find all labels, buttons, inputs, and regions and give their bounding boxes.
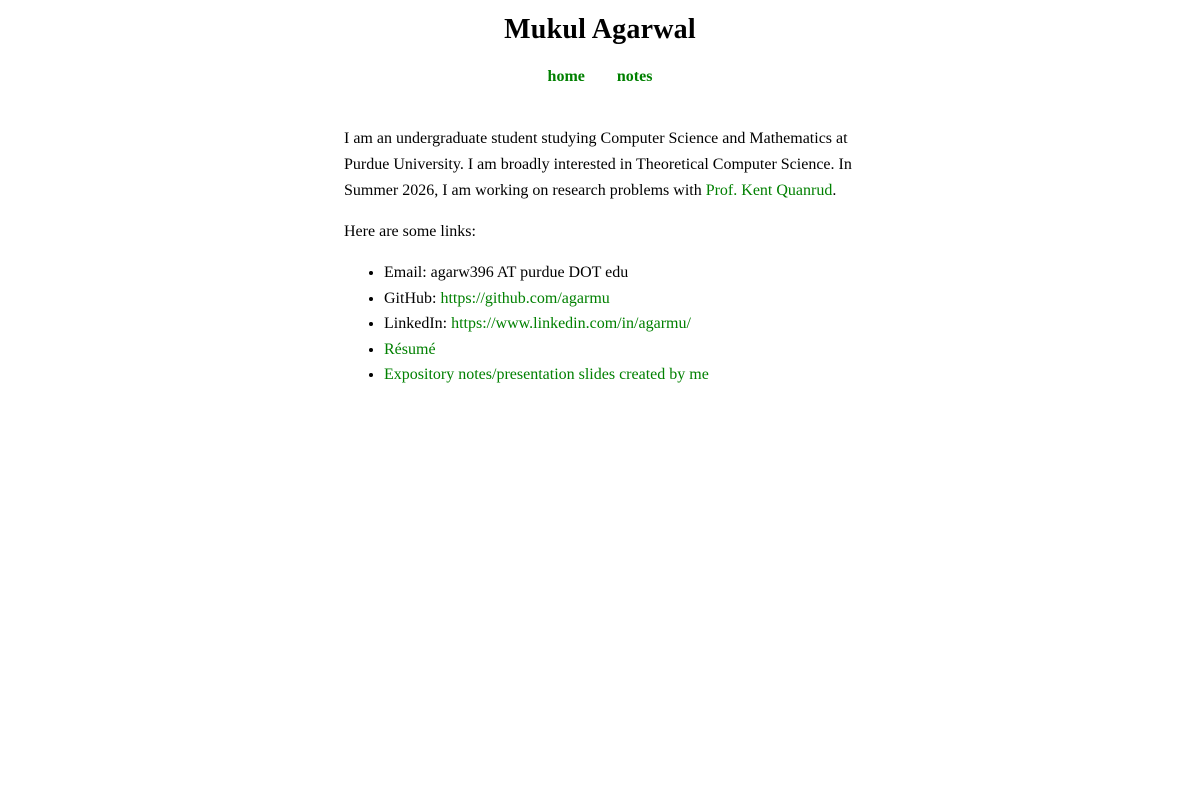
resume-link[interactable]: Résumé xyxy=(384,340,436,358)
nav-home-link[interactable]: home xyxy=(547,68,585,85)
list-item-linkedin xyxy=(384,311,856,337)
intro-end: . xyxy=(832,182,837,199)
list-item-email xyxy=(384,260,856,286)
intro-paragraph xyxy=(344,126,856,204)
notes-slides-link[interactable]: Expository notes/presentation slides created by me xyxy=(384,366,709,384)
github-label: GitHub: xyxy=(384,289,441,307)
list-item-notes xyxy=(384,362,856,388)
linkedin-link[interactable]: https://www.linkedin.com/in/agarmu/ xyxy=(451,315,691,333)
list-item-github xyxy=(384,286,856,312)
github-link[interactable]: https://github.com/agarmu xyxy=(440,289,610,307)
linkedin-label: LinkedIn: xyxy=(384,315,452,333)
page-title: Mukul Agarwal xyxy=(504,14,696,45)
email-value: agarw396 AT purdue DOT edu xyxy=(430,264,629,281)
list-item-resume xyxy=(384,337,856,363)
links-list xyxy=(344,260,856,388)
main-content xyxy=(344,126,856,388)
links-intro: Here are some links: xyxy=(344,223,476,240)
advisor-link[interactable]: Prof. Kent Quanrud xyxy=(705,182,833,199)
nav-notes-link[interactable]: notes xyxy=(616,68,653,85)
top-nav xyxy=(0,67,1200,87)
email-label: Email: xyxy=(384,264,431,281)
intro-text: I am an undergraduate student studying Computer Science and Mathematics at Purdue University. I am broadly interested in Theoretical Computer Science. In Summer 2026, I am working on research problems with xyxy=(344,130,852,199)
